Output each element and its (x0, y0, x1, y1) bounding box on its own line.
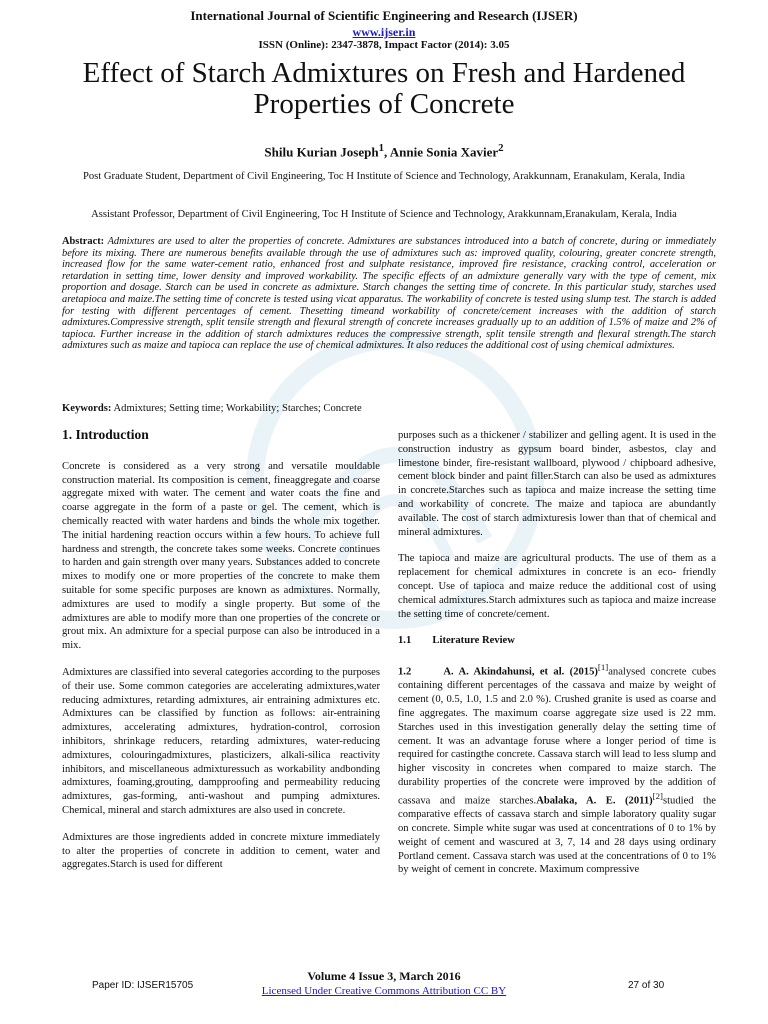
reference-text: analysed concrete cubes containing different percentages of the cassava and maize by weight of cement (0, 0.5, 1.0, 1.5 and 2.0 %). Crushed granite is used as coarse and fine aggregates. The maximum coarse aggregate size used is 22 mm. Starches used in this investigation generally delay the setting time of cement. It was an advantage foruse where a longer period of time is required for castingthe concrete. Cassava starch will lead to less slump and higher viscosity in concretes when compared to maize starch. The durability properties of the concrete were improved by the addition of cassava and maize starches. (398, 666, 716, 807)
author-separator: , (384, 144, 390, 160)
page-number: 27 of 30 (628, 980, 665, 991)
reference-author: A. A. Akindahunsi, et al. (2015) (443, 666, 598, 678)
journal-website (0, 25, 768, 40)
author-name: Annie Sonia Xavier (389, 144, 499, 160)
volume-issue: Volume 4 Issue 3, March 2016 (307, 969, 461, 983)
journal-name: International Journal of Scientific Engineering and Research (IJSER) (190, 8, 578, 23)
website-link[interactable]: www.ijser.in (352, 25, 416, 39)
paper-id: Paper ID: IJSER15705 (92, 980, 194, 991)
paragraph: The tapioca and maize are agricultural products. The use of them as a replacement for chemical admixtures in concrete is an eco- friendly concept. Use of tapioca and maize reduce the additional cost of using chemical admixtures.Starch admixtures such as tapioca and maize increase the setting time of concrete/cement. (398, 553, 716, 620)
reference-paragraph (398, 661, 716, 877)
keywords-label: Keywords: (62, 403, 112, 414)
section-heading: 1. Introduction (62, 427, 149, 442)
citation-mark: [2] (652, 790, 663, 801)
paragraph: purposes such as a thickener / stabilizer and gelling agent. It is used in the construction industry as gypsum board binder, asbestos, clay and limestone binder, fire-resistant wallboard, plywood / chipboard adhesive, cement block binder and paint filler.Starch can also be used as admixtures in concrete.Starches such as tapioca and maize increase the setting time and workability of concrete. The maize and tapioca are abundantly available. The cost of starch admixturesis lower than that of chemical and mineral admixtures. (398, 430, 716, 538)
subsection-heading: 1.1 Literature Review (398, 635, 515, 647)
author-affiliation-mark: 2 (498, 142, 504, 154)
keywords-text: Admixtures; Setting time; Workability; Starches; Concrete (111, 403, 362, 414)
left-column (62, 428, 380, 872)
paper-title: Effect of Starch Admixtures on Fresh and Hardened Properties of Concrete (82, 57, 686, 120)
reference-number: 1.2 (398, 666, 412, 678)
citation-mark: [1] (597, 662, 609, 673)
issn-line: ISSN (Online): 2347-3878, Impact Factor (2014): 3.05 (258, 39, 510, 51)
abstract-label: Abstract: (62, 236, 105, 247)
paragraph: Admixtures are classified into several categories according to the purposes of their use. Some common categories are accelerating admixtures,water reducing admixtures, retarding admixtures, air entraining admixtures etc. Admixtures can be classified by function as follows: air-entraining admixtures, accelerating admixtures, hydration-control, corrosion inhibitors, shrinkage reducers, retarding admixtures, water-reducing admixtures, colouringadmixtures, plasticizers, alkali-silica reactivity inhibitors, and miscellaneous admixturessuch as workability andbonding admixtures, foaming,grouting, dampproofing and permeability reducing admixtures, gas-forming, anti-washout and pumping admixtures. Chemical, mineral and starch admixtures are also used in concrete. (62, 666, 380, 816)
author-name: Shilu Kurian Joseph (264, 144, 379, 160)
license-link[interactable]: Licensed Under Creative Commons Attribution CC BY (261, 985, 507, 997)
paragraph: Admixtures are those ingredients added in concrete mixture immediately to alter the properties of concrete in addition to cement, water and aggregates.Starch is used for different (62, 831, 380, 871)
reference-author: Abalaka, A. E. (2011) (536, 795, 653, 807)
paragraph: Concrete is considered as a very strong and versatile mouldable construction material. Its composition is cement, fineaggregate and coarse aggregate mixed with water. The cement and water coats the fine and coarse aggregate in the form of a paste or gel. The cement, which is chemically reacted with water hardens and binds the whole mix together. The initial hardening reaction occurs within a few hours. To achieve full hardness and strength, the concrete takes some weeks. Concrete continues to harden and gain strength over many years. Substances added to concrete mixes to modify one or more properties of the concrete to make them suitable for some specific purposes are known as admixtures. Normally, admixtures are used to modify a single property. But some of the admixtures are able to modify more than one properties of the concrete or grout mix. An admixture for a special purpose can also be introduced in a mix. (62, 460, 380, 652)
author-affiliation-mark: 1 (378, 142, 384, 154)
right-column (398, 429, 716, 877)
author-line (0, 142, 768, 160)
abstract-text: Admixtures are used to alter the properties of concrete. Admixtures are substances introduced into a batch of concrete, during or immediately before its mixing. There are numerous benefits available through the use of admixtures such as: improved quality, colouring, greater concrete strength, increased flow for the same water-cement ratio, enhanced frost and sulphate resistance, improved fire resistance, cracking control, acceleration or retardation in setting time, lower density and improved workability. The specific effects of an admixture generally vary with the type of cement, mix proportion and dosage. Starch can be used in concrete as admixture. Starch changes the setting time of concrete. In this particular study, starches used aretapioca and maize.The setting time of concrete is tested using vicat apparatus. The workability of concrete is tested using slump test. The starch is added for testing with different percentages of cement. Thesetting timeand workability of concrete/cement increases with the addition of starch admixtures.Compressive strength, split tensile strength and flexural strength of concrete increases gradually up to an addition of 1.5% of maize and 2% of tapioca. Further increase in the addition of starch admixtures reduces the compressive strength, split tensile strength and flexural strength.The starch admixtures such as maize and tapioca can replace the use of chemical admixtures. It also reduces the additional cost of using chemical admixtures. (62, 236, 716, 352)
abstract (62, 236, 716, 352)
affiliation-1: Post Graduate Student, Department of Civil Engineering, Toc H Institute of Science and Technology, Arakkunnam, Eranakulam, Kerala, India (82, 171, 685, 182)
keywords (62, 403, 716, 414)
affiliation-2: Assistant Professor, Department of Civil Engineering, Toc H Institute of Science and Technology, Arakkunnam,Eranakulam, Kerala, India (91, 209, 677, 220)
reference-text: studied the comparative effects of cassava starch and simple laboratory quality sugar on concrete. Simple white sugar was used at concentrations of 0 to 1% by weight of cement and wascured at 3, 7, 14 and 28 days using ordinary Portland cement. Cassava starch was used at the concentrations of 0 to 1% by weight of cement in concrete. Maximum compressive (398, 795, 717, 876)
